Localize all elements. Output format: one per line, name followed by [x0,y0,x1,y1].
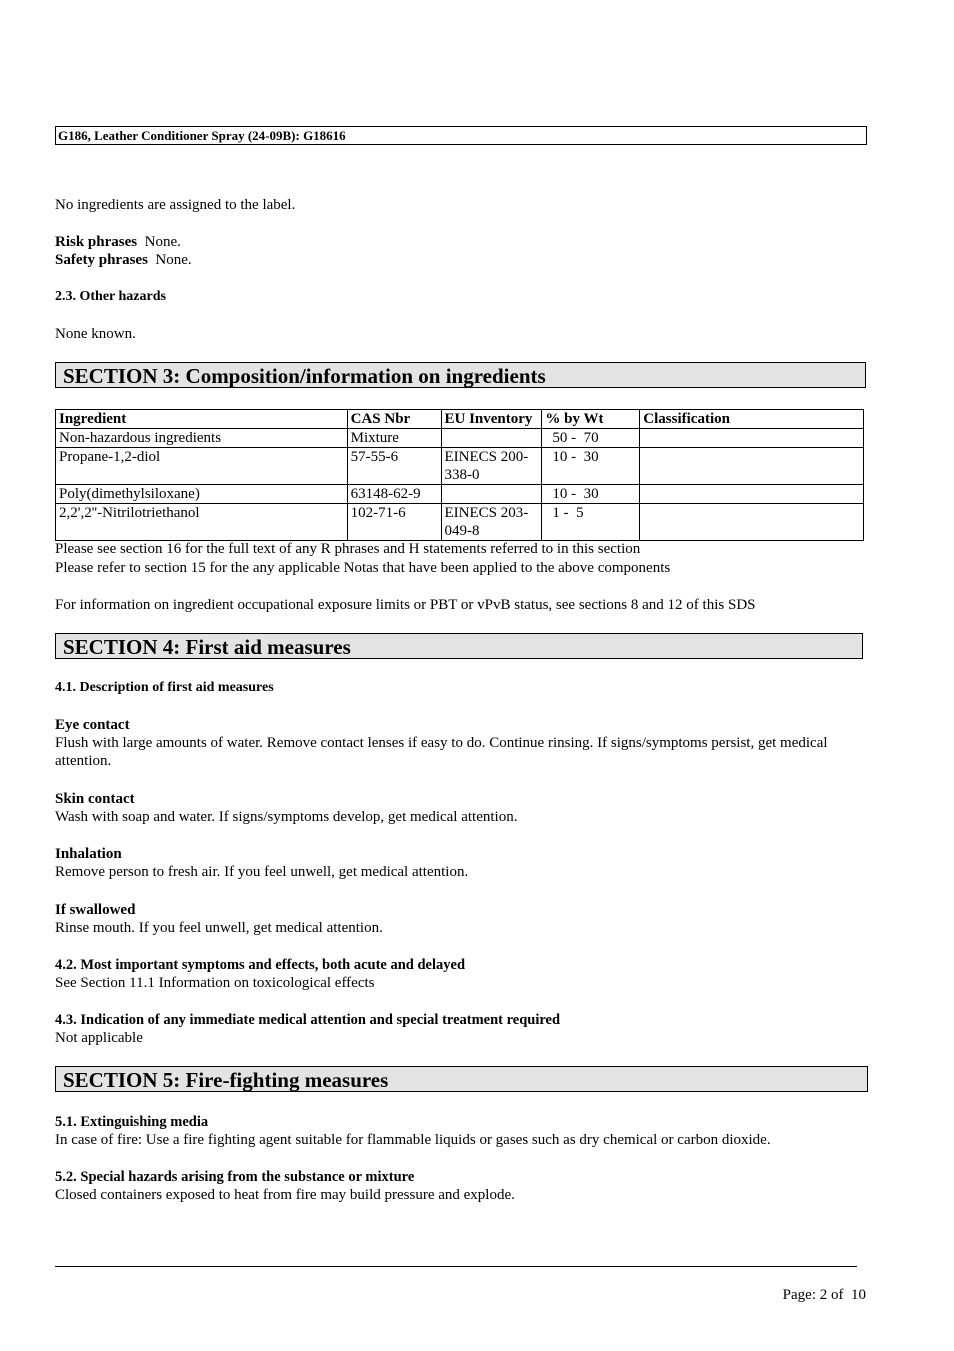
eye-contact-text: Flush with large amounts of water. Remove contact lenses if easy to do. Continue rinsing. If signs/symptoms persist, get medical attention. [55,735,828,769]
special-hazards-heading: 5.2. Special hazards arising from the substance or mixture [55,1169,415,1185]
if-swallowed-text: Rinse mouth. If you feel unwell, get medical attention. [55,920,383,936]
special-hazards-text: Closed containers exposed to heat from fire may build pressure and explode. [55,1187,515,1203]
section3-note-notas: Please refer to section 15 for the any applicable Notas that have been applied to the above components [55,560,671,576]
ingredient-cell: Non-hazardous ingredients [56,429,348,448]
percent-cell: 50 - 70 [542,429,640,448]
footer-divider [55,1266,857,1267]
risk-phrases-label: Risk phrases [55,234,138,250]
eye-contact-heading: Eye contact [55,717,130,733]
medical-attention-text: Not applicable [55,1030,143,1046]
risk-phrases-value: None. [144,234,181,250]
page-number: Page: 2 of 10 [782,1287,866,1303]
cas-cell: 63148-62-9 [347,485,441,504]
column-header: EU Inventory [441,410,542,429]
cas-cell: 57-55-6 [347,448,441,485]
column-header: % by Wt [542,410,640,429]
percent-cell: 10 - 30 [542,448,640,485]
safety-phrases-value: None. [155,252,192,268]
column-header: Classification [640,410,864,429]
safety-phrases-label: Safety phrases [55,252,148,268]
inhalation-text: Remove person to fresh air. If you feel unwell, get medical attention. [55,864,469,880]
section5-title: SECTION 5: Fire-fighting measures [55,1066,868,1092]
symptoms-text: See Section 11.1 Information on toxicological effects [55,975,375,991]
other-hazards-text: None known. [55,326,136,342]
risk-phrases-line [55,233,181,251]
cas-cell: Mixture [347,429,441,448]
inhalation-heading: Inhalation [55,846,122,862]
no-ingredients-text: No ingredients are assigned to the label. [55,197,296,213]
ingredient-cell: Propane-1,2-diol [56,448,348,485]
section3-note-r-phrases: Please see section 16 for the full text of any R phrases and H statements referred to in this section [55,541,641,557]
eu-inventory-cell [441,485,542,504]
section3-note-exposure: For information on ingredient occupational exposure limits or PBT or vPvB status, see sections 8 and 12 of this SDS [55,597,756,613]
table-row [56,448,864,485]
table-row [56,504,864,541]
eu-inventory-cell: EINECS 203-049-8 [441,504,542,541]
skin-contact-text: Wash with soap and water. If signs/symptoms develop, get medical attention. [55,809,518,825]
column-header: CAS Nbr [347,410,441,429]
eu-inventory-cell [441,429,542,448]
ingredients-table [55,409,864,541]
classification-cell [640,448,864,485]
classification-cell [640,429,864,448]
percent-cell: 10 - 30 [542,485,640,504]
cas-cell: 102-71-6 [347,504,441,541]
medical-attention-heading: 4.3. Indication of any immediate medical attention and special treatment required [55,1012,561,1028]
extinguishing-media-text: In case of fire: Use a fire fighting agent suitable for flammable liquids or gases such as dry chemical or carbon dioxide. [55,1132,771,1148]
first-aid-description-heading: 4.1. Description of first aid measures [55,680,274,695]
safety-phrases-line [55,251,192,269]
percent-cell: 1 - 5 [542,504,640,541]
other-hazards-heading: 2.3. Other hazards [55,289,166,304]
classification-cell [640,504,864,541]
eu-inventory-cell: EINECS 200-338-0 [441,448,542,485]
section4-title: SECTION 4: First aid measures [55,633,863,659]
table-header-row [56,410,864,429]
table-row [56,429,864,448]
classification-cell [640,485,864,504]
symptoms-heading: 4.2. Most important symptoms and effects, both acute and delayed [55,957,466,973]
if-swallowed-heading: If swallowed [55,902,136,918]
ingredient-cell: Poly(dimethylsiloxane) [56,485,348,504]
section3-title: SECTION 3: Composition/information on ingredients [55,362,866,388]
table-row [56,485,864,504]
column-header: Ingredient [56,410,348,429]
ingredient-cell: 2,2',2''-Nitrilotriethanol [56,504,348,541]
skin-contact-heading: Skin contact [55,791,135,807]
document-header: G186, Leather Conditioner Spray (24-09B): G18616 [55,126,867,145]
extinguishing-media-heading: 5.1. Extinguishing media [55,1114,209,1130]
